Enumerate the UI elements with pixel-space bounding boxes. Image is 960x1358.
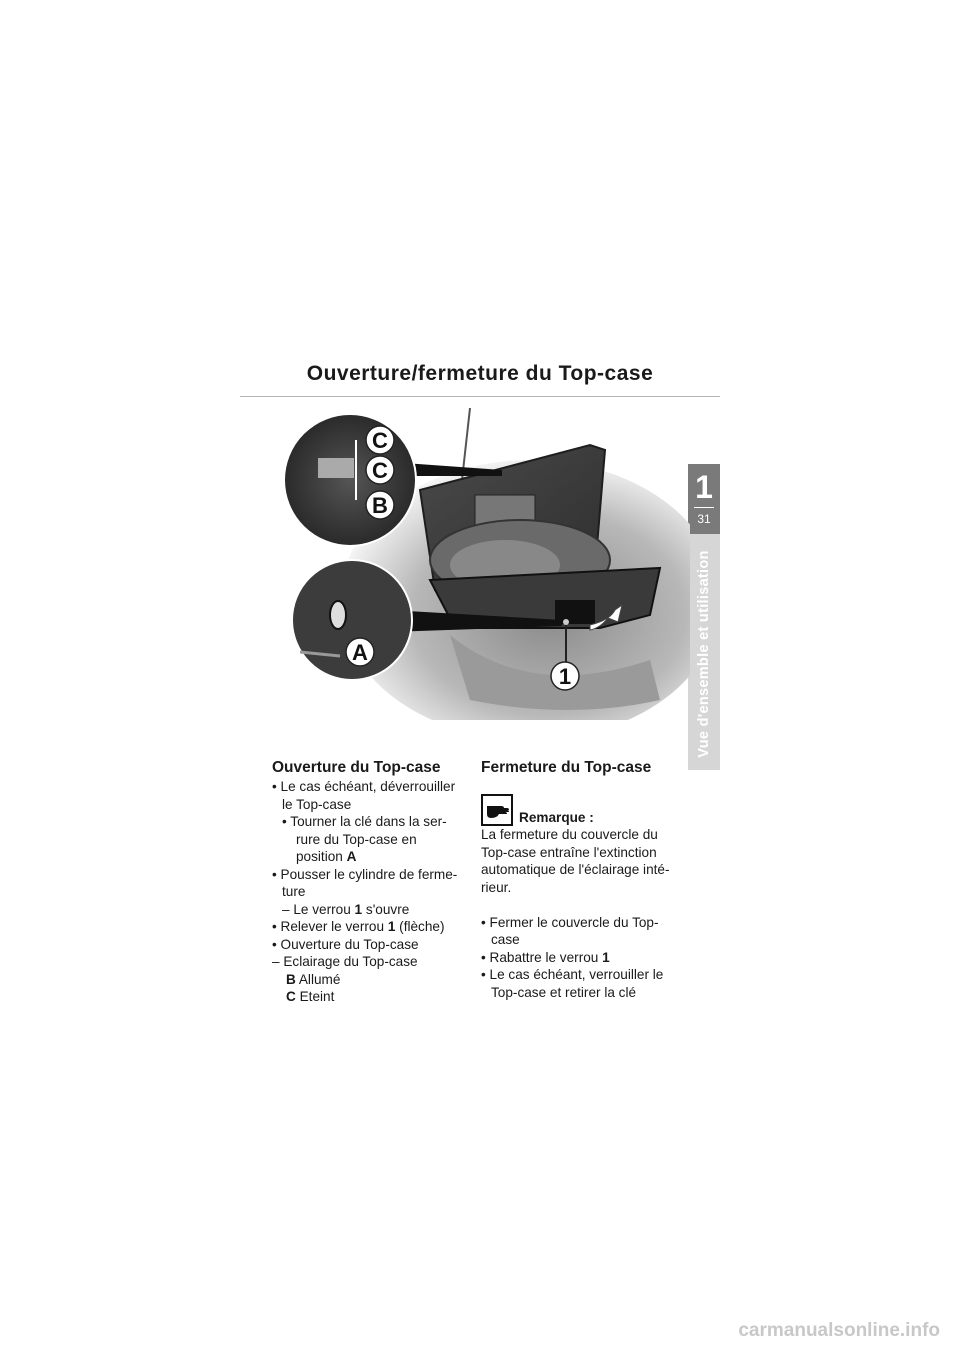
- section-label: Vue d'ensemble et utilisation: [696, 550, 712, 758]
- callout-c-middle: [366, 456, 394, 484]
- opening-line-12: B Allumé: [286, 971, 341, 987]
- opening-line-1: • Le cas échéant, déverrouiller: [272, 779, 456, 794]
- opening-line-4: rure du Top-case en: [296, 831, 417, 847]
- closing-line-2: case: [491, 932, 520, 947]
- note-line-2: Top-case entraîne l'extinction: [481, 844, 657, 860]
- chapter-number: 1: [695, 469, 713, 505]
- closing-line-1: • Fermer le couvercle du Top-: [481, 914, 659, 930]
- svg-text:C: C: [372, 428, 388, 453]
- callout-1: [551, 662, 579, 690]
- opening-line-13: C Eteint: [286, 989, 335, 1004]
- opening-line-11: – Eclairage du Top-case: [272, 954, 418, 969]
- opening-line-9: • Relever le verrou 1 (flèche): [272, 919, 445, 934]
- svg-text:C: C: [372, 458, 388, 483]
- page-number: 31: [697, 512, 711, 526]
- section-label-wrap: [692, 544, 716, 764]
- note-hand-icon: [481, 794, 513, 826]
- closing-heading: Fermeture du Top-case: [481, 759, 652, 776]
- closing-line-4: • Le cas échéant, verrouiller le: [481, 967, 664, 982]
- topcase-figure: [270, 400, 690, 720]
- motorcycle-topcase-photo: [270, 400, 690, 720]
- opening-line-7: ture: [282, 884, 306, 899]
- note-line-4: rieur.: [481, 879, 512, 895]
- opening-line-6: • Pousser le cylindre de ferme-: [272, 866, 458, 882]
- callout-b: [366, 491, 394, 519]
- opening-line-10: • Ouverture du Top-case: [272, 936, 419, 952]
- svg-text:A: A: [352, 640, 368, 665]
- opening-column: [272, 758, 472, 1006]
- closing-line-5: Top-case et retirer la clé: [491, 984, 637, 1000]
- svg-text:B: B: [372, 493, 388, 518]
- callout-a: [346, 638, 374, 666]
- svg-text:1: 1: [558, 664, 572, 689]
- note-line-1: La fermeture du couvercle du: [481, 827, 658, 842]
- opening-heading: Ouverture du Top-case: [272, 759, 441, 776]
- opening-line-3: • Tourner la clé dans la ser-: [282, 814, 447, 829]
- note-line-3: automatique de l'éclairage inté-: [481, 862, 670, 877]
- chapter-divider: [694, 507, 714, 508]
- title-divider: [240, 396, 720, 397]
- watermark: carmanualsonline.info: [738, 1320, 940, 1341]
- closing-line-3: • Rabattre le verrou 1: [481, 949, 610, 965]
- opening-line-8: – Le verrou 1 s'ouvre: [282, 901, 410, 917]
- callout-c-top: [366, 426, 394, 454]
- note-block: [481, 790, 681, 826]
- note-label: Remarque :: [519, 810, 594, 825]
- opening-line-5: position A: [296, 849, 357, 864]
- chapter-box: [688, 464, 720, 534]
- page-title: Ouverture/fermeture du Top-case: [306, 362, 654, 385]
- spacer: [481, 896, 681, 914]
- closing-column: [481, 758, 681, 1001]
- opening-line-2: le Top-case: [282, 796, 352, 812]
- chapter-tab: [688, 464, 720, 770]
